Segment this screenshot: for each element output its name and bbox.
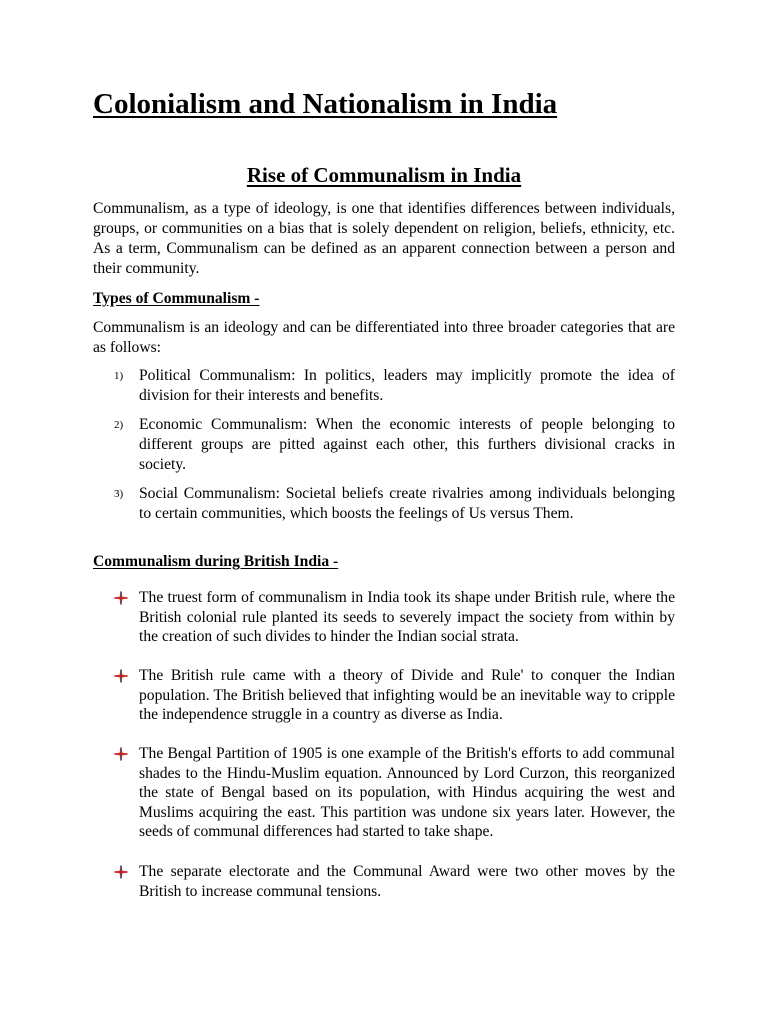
list-item-text: Political Communalism: In politics, leaders may implicitly promote the idea of division for their interests and benefits. (139, 367, 675, 404)
list-marker: 1) (114, 370, 124, 382)
four-point-star-bullet-icon (114, 669, 128, 683)
list-item-text: Economic Communalism: When the economic interests of people belonging to different groups are pitted against each other, this furthers divisional cracks in society. (139, 416, 675, 473)
list-item-text: The separate electorate and the Communal Award were two other moves by the British to increase communal tensions. (139, 863, 675, 900)
list-item-text: The truest form of communalism in India took its shape under British rule, where the British colonial rule planted its seeds to severely impact the society from within by the creation of such divides to hinder the Indian social strata. (139, 589, 675, 645)
four-point-star-bullet-icon (114, 865, 128, 879)
list-item-text: The British rule came with a theory of Divide and Rule' to conquer the Indian population. The British believed that infighting would be an inevitable way to cripple the independence struggle in a country as diverse as India. (139, 667, 675, 723)
list-item-text: Social Communalism: Societal beliefs create rivalries among individuals belonging to certain communities, which boosts the feelings of Us versus Them. (139, 485, 675, 522)
document-title: Colonialism and Nationalism in India (93, 88, 558, 120)
four-point-star-bullet-icon (114, 591, 128, 605)
british-india-heading: Communalism during British India - (93, 553, 339, 570)
types-heading: Types of Communalism - (93, 290, 260, 307)
list-marker: 2) (114, 419, 124, 431)
four-point-star-bullet-icon (114, 747, 128, 761)
types-intro-paragraph: Communalism is an ideology and can be differentiated into three broader categories that are as follows: (93, 319, 675, 356)
intro-paragraph: Communalism, as a type of ideology, is one that identifies differences between individuals, groups, or communities on a bias that is solely dependent on religion, beliefs, ethnicity, etc. As a term, Communalism can be defined as an apparent connection between a person and their community. (93, 200, 675, 277)
list-marker: 3) (114, 488, 124, 500)
section-title: Rise of Communalism in India (246, 163, 522, 187)
list-item-text: The Bengal Partition of 1905 is one example of the British's efforts to add communal shades to the Hindu-Muslim equation. Announced by Lord Curzon, this reorganized the state of Bengal based on its population, with Hindus acquiring the west and Muslims acquiring the east. This partition was undone six years later. However, the seeds of communal differences had started to take shape. (139, 745, 675, 840)
